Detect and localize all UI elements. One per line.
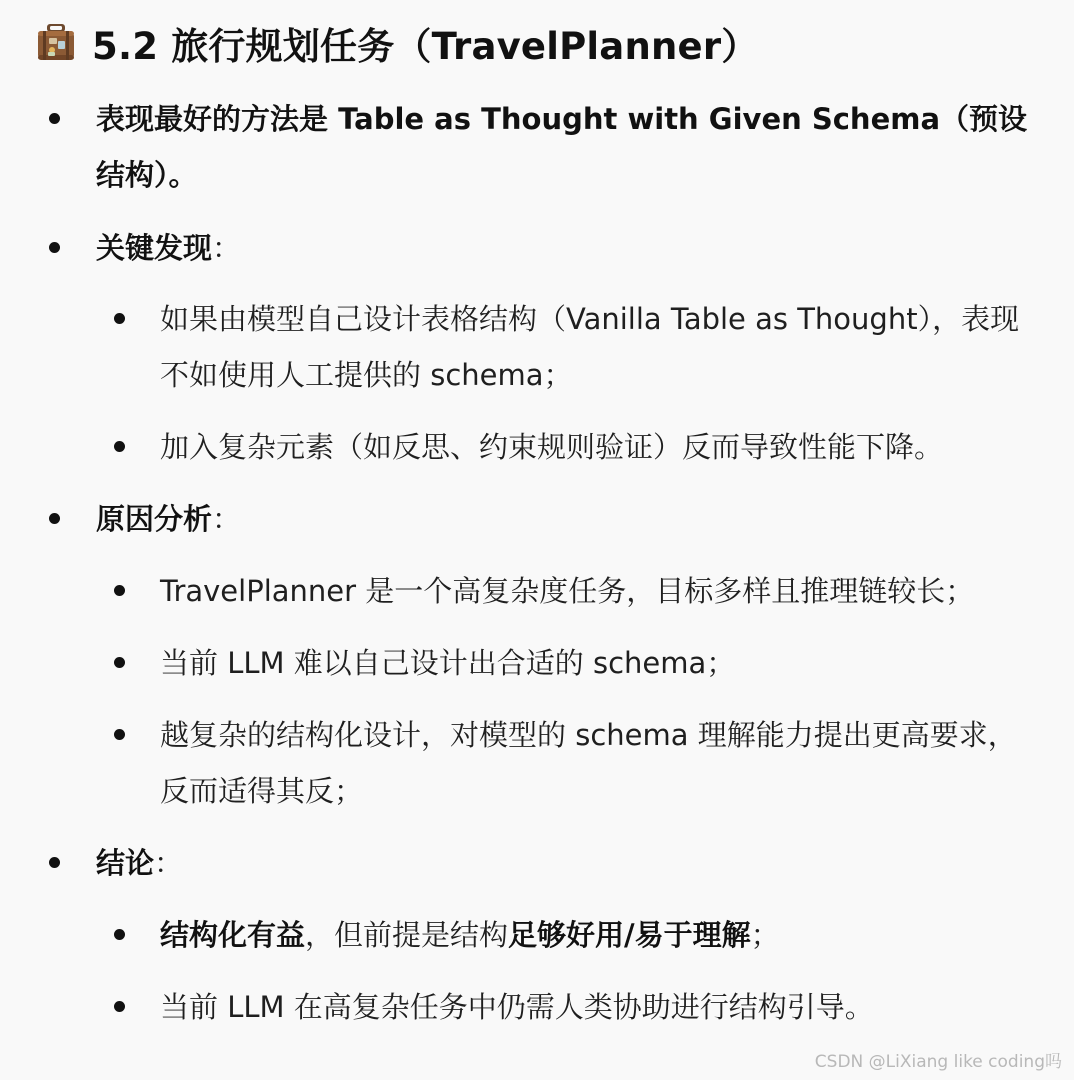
bullet-icon: [114, 585, 125, 596]
section-title: 5.2 旅行规划任务（TravelPlanner）: [92, 25, 759, 68]
bullet-icon: [114, 441, 125, 452]
list-item: [160, 291, 1040, 403]
list-item: [96, 491, 1041, 547]
text-segment: 足够好用/易于理解: [508, 918, 751, 952]
list-item-text: [160, 635, 1040, 691]
text-segment: 关键发现: [96, 231, 213, 265]
list-item: [160, 635, 1040, 691]
text-segment: 越复杂的结构化设计，对模型的 schema 理解能力提出更高要求，反而适得其反；: [160, 718, 1017, 808]
list-item-text: [96, 220, 1041, 276]
bullet-icon: [114, 1001, 125, 1012]
text-segment: 表现最好的方法是 Table as Thought with Given Schema（预设结构）。: [96, 102, 1028, 192]
list-item: [160, 563, 1040, 619]
list-item-text: [96, 91, 1041, 203]
list-item-text: [160, 419, 1040, 475]
watermark: CSDN @LiXiang like coding吗: [814, 1052, 1062, 1072]
list-item-text: [160, 563, 1040, 619]
list-item-text: [160, 707, 1040, 819]
text-segment: ：: [212, 231, 242, 265]
bullet-icon: [114, 313, 125, 324]
bullet-icon: [114, 657, 125, 668]
bullet-icon: [49, 857, 60, 868]
list-item: [160, 907, 1040, 963]
list-item: [160, 419, 1040, 475]
text-segment: 当前 LLM 在高复杂任务中仍需人类协助进行结构引导。: [160, 990, 874, 1024]
list-item-text: [96, 491, 1041, 547]
text-segment: TravelPlanner 是一个高复杂度任务，目标多样且推理链较长；: [160, 574, 975, 608]
text-segment: 当前 LLM 难以自己设计出合适的 schema；: [160, 646, 736, 680]
list-item: [96, 91, 1041, 203]
text-segment: ：: [154, 846, 184, 880]
text-segment: 原因分析: [96, 502, 213, 536]
list-item-text: [160, 291, 1040, 403]
text-segment: ：: [212, 502, 242, 536]
text-segment: ；: [750, 918, 780, 952]
list-item-text: [96, 835, 1041, 891]
text-segment: 加入复杂元素（如反思、约束规则验证）反而导致性能下降。: [160, 430, 944, 464]
list-item: [96, 835, 1041, 891]
text-segment: 如果由模型自己设计表格结构（Vanilla Table as Thought），表现不如使用人工提供的 schema；: [160, 302, 1020, 392]
list-item: [96, 220, 1041, 276]
bullet-icon: [49, 113, 60, 124]
list-item: [160, 707, 1040, 819]
bullet-icon: [114, 929, 125, 940]
text-segment: 结论: [96, 846, 155, 880]
bullet-icon: [114, 729, 125, 740]
bullet-icon: [49, 513, 60, 524]
list-item: [160, 979, 1040, 1035]
list-item-text: [160, 907, 1040, 963]
text-segment: 结构化有益: [160, 918, 306, 952]
text-segment: ，但前提是结构: [305, 918, 509, 952]
list-item-text: [160, 979, 1040, 1035]
bullet-icon: [49, 242, 60, 253]
